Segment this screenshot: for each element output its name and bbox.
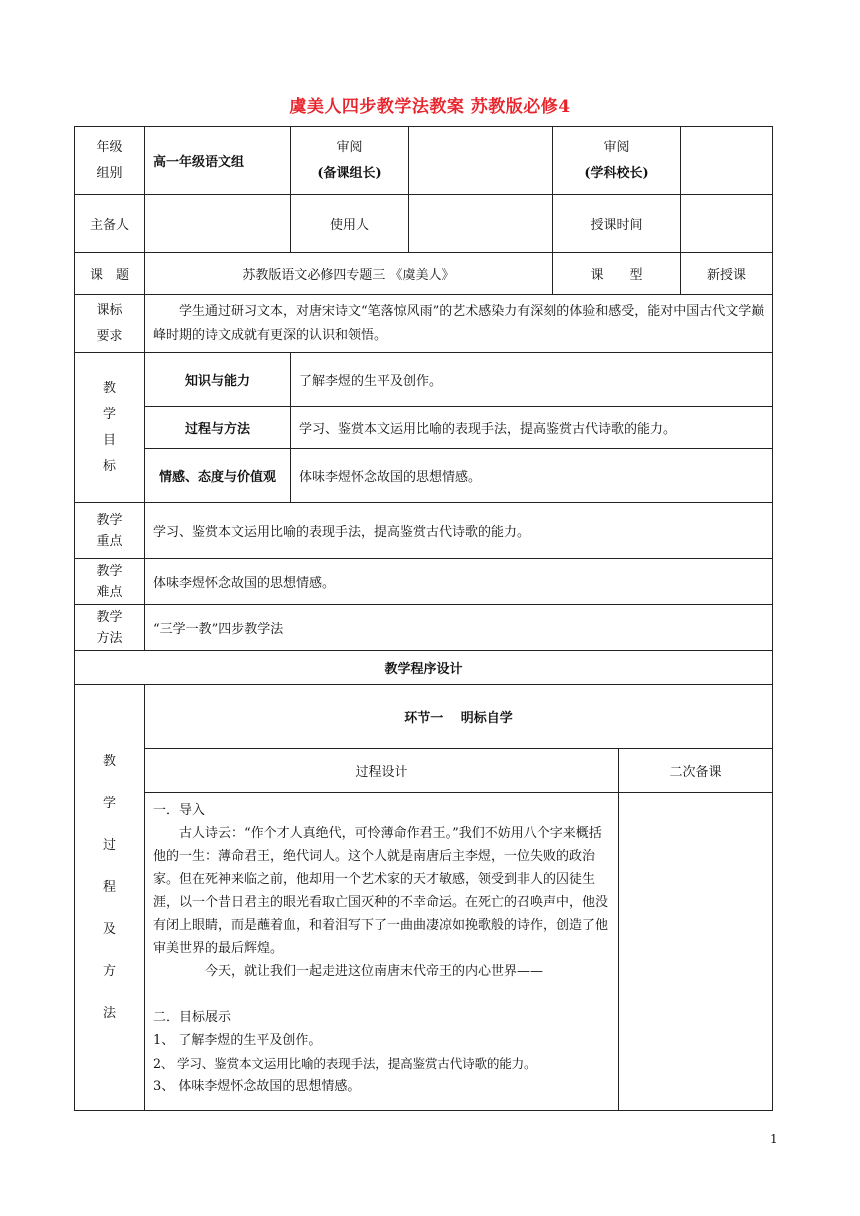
- objectives-label-char4: 标: [102, 458, 116, 474]
- process-label-char6: 方: [102, 964, 116, 979]
- standard-label-line2: 要求: [96, 328, 123, 344]
- objective-name-emotion: 情感、态度与价值观: [145, 449, 291, 503]
- topic-value: 苏教版语文必修四专题三 《虞美人》: [145, 253, 553, 295]
- goal-item-1: 1、 了解李煜的生平及创作。: [153, 1033, 322, 1048]
- type-value: 新授课: [681, 253, 773, 295]
- row-program-title: [75, 651, 773, 685]
- difficulty-label: [75, 559, 145, 605]
- row-key-point: [75, 503, 773, 559]
- process-label-char4: 程: [102, 880, 116, 895]
- col-second-header: 二次备课: [619, 749, 773, 793]
- user-label: 使用人: [291, 195, 409, 253]
- goals-heading: 二．目标展示: [153, 1010, 232, 1025]
- row-topic: [75, 253, 773, 295]
- process-label-char7: 法: [102, 1006, 116, 1021]
- document-title: 虞美人四步教学法教案 苏教版必修4: [289, 97, 571, 117]
- process-side-label: [75, 685, 145, 1111]
- review1-cell: [291, 127, 409, 195]
- difficulty-label-line2: 难点: [96, 584, 123, 600]
- goal-item-3: 3、 体味李煜怀念故国的思想情感。: [153, 1079, 361, 1094]
- grade-value: 高一年级语文组: [145, 127, 291, 195]
- row-standard: [75, 295, 773, 353]
- time-value[interactable]: [681, 195, 773, 253]
- method-label-line2: 方法: [96, 630, 123, 646]
- process-label-char2: 学: [102, 796, 116, 811]
- standard-label: [75, 295, 145, 353]
- grade-label-line1: 年级: [96, 139, 123, 155]
- row-process-body: [75, 793, 773, 1111]
- intro-closing: 今天，就让我们一起走进这位南唐末代帝王的内心世界——: [205, 964, 544, 979]
- key-point-label-line1: 教学: [96, 512, 123, 528]
- key-point-text: 学习、鉴赏本文运用比喻的表现手法，提高鉴赏古代诗歌的能力。: [145, 503, 773, 559]
- goal-item-2: 2、 学习、鉴赏本文运用比喻的表现手法，提高鉴赏古代诗歌的能力。: [153, 1056, 537, 1071]
- difficulty-label-line1: 教学: [96, 563, 123, 579]
- intro-paragraph: 古人诗云：“作个才人真绝代，可怜薄命作君王。”我们不妨用八个字来概括他的一生：薄命君王，绝代词人。这个人就是南唐后主李煜，一位失败的政治家。但在死神来临之前，他却用一个艺术家的天才敏感，领受到非人的囚徒生涯，以一个昔日君主的眼光看取亡国灭种的不幸命运。在死亡的召唤声中，他没有闭上眼睛，而是蘸着血，和着泪写下了一曲曲凄凉如挽歌般的诗作，创造了他审美世界的最后辉煌。: [153, 826, 609, 956]
- col-design-header: 过程设计: [145, 749, 619, 793]
- key-point-label-line2: 重点: [96, 533, 123, 549]
- process-design-content: [145, 793, 619, 1111]
- objectives-label-char2: 学: [102, 406, 116, 422]
- user-value[interactable]: [409, 195, 553, 253]
- preparer-label: 主备人: [75, 195, 145, 253]
- review2-sub: (学科校长): [584, 165, 649, 181]
- objective-name-knowledge: 知识与能力: [145, 353, 291, 407]
- method-text: “三学一教”四步教学法: [145, 605, 773, 651]
- review2-value[interactable]: [681, 127, 773, 195]
- row-objective-3: [75, 449, 773, 503]
- objective-text-emotion: 体味李煜怀念故国的思想情感。: [291, 449, 773, 503]
- process-label-char1: 教: [102, 754, 116, 769]
- objective-name-process: 过程与方法: [145, 407, 291, 449]
- row-method: [75, 605, 773, 651]
- stage-title: 环节一 明标自学: [145, 685, 773, 749]
- grade-label-line2: 组别: [96, 165, 123, 181]
- type-label: 课 型: [553, 253, 681, 295]
- row-difficulty: [75, 559, 773, 605]
- objective-text-knowledge: 了解李煜的生平及创作。: [291, 353, 773, 407]
- row-preparer: [75, 195, 773, 253]
- row-stage: [75, 685, 773, 749]
- row-objective-1: [75, 353, 773, 407]
- method-label: [75, 605, 145, 651]
- review1-sub: (备课组长): [317, 165, 382, 181]
- row-process-header: [75, 749, 773, 793]
- page-number: 1: [770, 1132, 778, 1146]
- grade-label: [75, 127, 145, 195]
- review1-label: 审阅: [336, 139, 363, 155]
- row-grade: [75, 127, 773, 195]
- intro-heading: 一．导入: [153, 803, 206, 818]
- lesson-plan-table: [74, 126, 773, 1111]
- objectives-label-char1: 教: [102, 380, 116, 396]
- difficulty-text: 体味李煜怀念故国的思想情感。: [145, 559, 773, 605]
- objectives-label-char3: 目: [102, 432, 116, 448]
- objective-text-process: 学习、鉴赏本文运用比喻的表现手法，提高鉴赏古代诗歌的能力。: [291, 407, 773, 449]
- review2-label: 审阅: [603, 139, 630, 155]
- review1-value[interactable]: [409, 127, 553, 195]
- preparer-value[interactable]: [145, 195, 291, 253]
- key-point-label: [75, 503, 145, 559]
- topic-label: 课 题: [75, 253, 145, 295]
- objectives-label: [75, 353, 145, 503]
- row-objective-2: [75, 407, 773, 449]
- standard-text: 学生通过研习文本，对唐宋诗文“笔落惊风雨”的艺术感染力有深刻的体验和感受，能对中国古代文学巅峰时期的诗文成就有更深的认识和领悟。: [145, 295, 773, 353]
- process-label-char5: 及: [102, 922, 116, 937]
- method-label-line1: 教学: [96, 609, 123, 625]
- time-label: 授课时间: [553, 195, 681, 253]
- standard-label-line1: 课标: [96, 302, 123, 318]
- second-prep-content[interactable]: [619, 793, 773, 1111]
- process-label-char3: 过: [102, 838, 116, 853]
- review2-cell: [553, 127, 681, 195]
- program-title: 教学程序设计: [75, 651, 773, 685]
